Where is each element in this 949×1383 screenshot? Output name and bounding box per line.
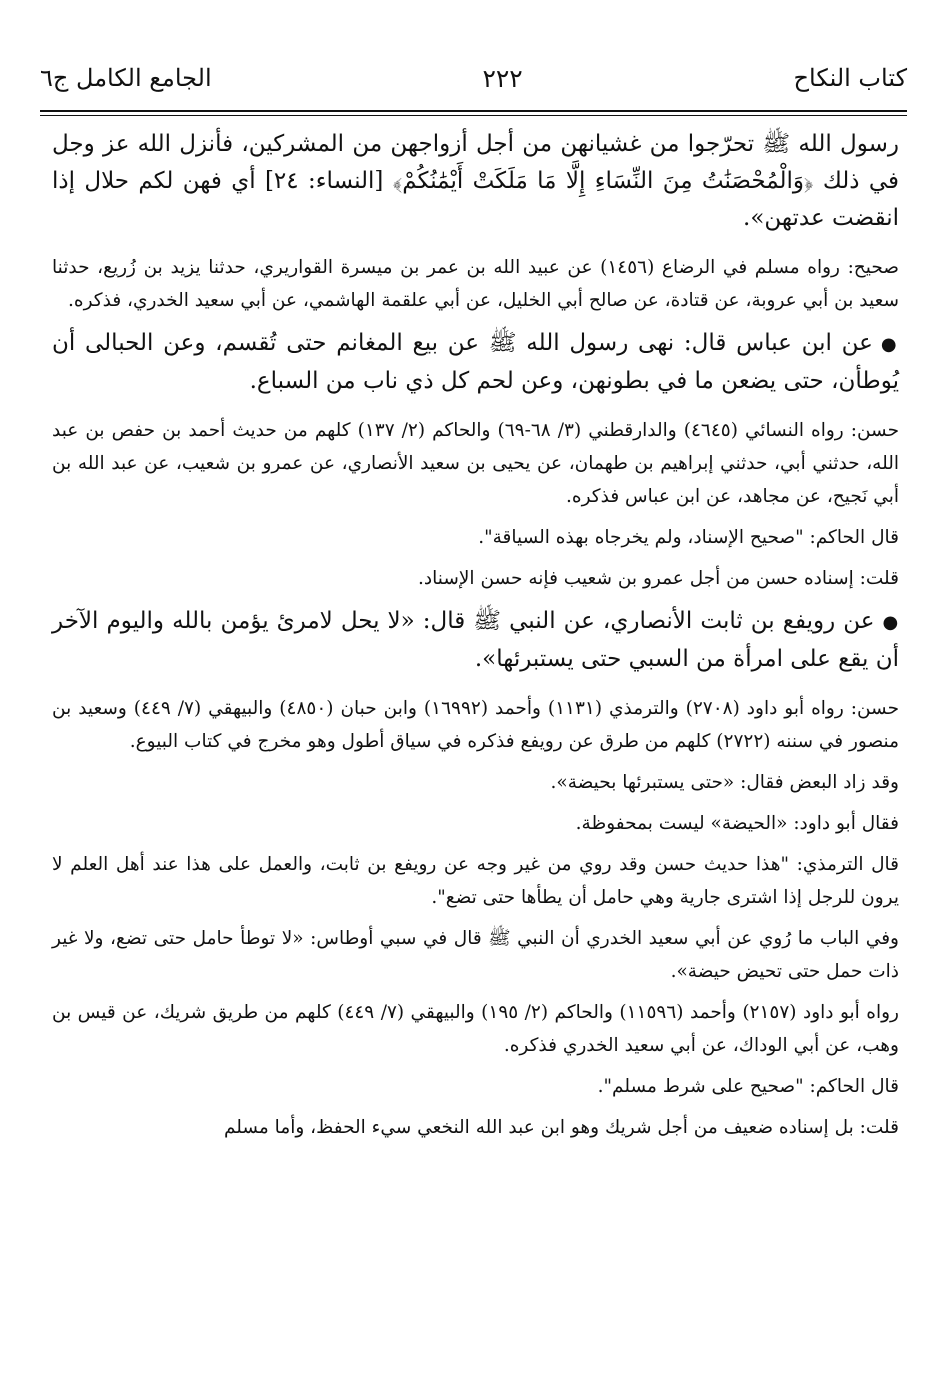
paragraph-takhrij: حسن: رواه النسائي (٤٦٤٥) والدارقطني (٣/ ٦٨-٦٩) والحاكم (٢/ ١٣٧) كلهم من حديث أحمد بن حفص بن عبد الله، حدثني أبي، حدثني إبراهيم بن طهمان، عن يحيى بن سعيد الأنصاري، عن عمرو بن شعيب، عن عبد الله بن أبي نَجيح، عن مجاهد، عن ابن عباس فذكره. bbox=[52, 420, 899, 507]
chapter-title: كتاب النكاح bbox=[793, 64, 907, 92]
paragraph-note: وفي الباب ما رُوي عن أبي سعيد الخدري أن النبي ﷺ قال في سبي أوطاس: «لا توطأ حامل حتى تضع، ولا غير ذات حمل حتى تحيض حيضة». bbox=[52, 928, 899, 982]
paragraph-note: قال الحاكم: "صحيح على شرط مسلم". bbox=[597, 1076, 899, 1097]
paragraph-note: قلت: بل إسناده ضعيف من أجل شريك وهو ابن عبد الله النخعي سيء الحفظ، وأما مسلم bbox=[223, 1117, 899, 1138]
paragraph-hadith: ●عن رويفع بن ثابت الأنصاري، عن النبي ﷺ قال: «لا يحل لامرئ يؤمن بالله واليوم الآخر أن يقع على امرأة من السبي حتى يستبرئها». bbox=[52, 608, 899, 672]
paragraph-hadith-continuation: رسول الله ﷺ تحرّجوا من غشيانهن من أجل أزواجهن من المشركين، فأنزل الله عز وجل في ذلك ﴿وَالْمُحْصَنَٰتُ مِنَ النِّسَاءِ إِلَّا مَا مَلَكَتْ أَيْمَٰنُكُمْ﴾ [النساء: ٢٤] أي فهن لكم حلال إذا انقضت عدتهن». bbox=[52, 131, 899, 231]
bullet-icon: ● bbox=[880, 334, 899, 355]
page-body bbox=[52, 126, 899, 1152]
paragraph-note: وقد زاد البعض فقال: «حتى يستبرئها بحيضة». bbox=[550, 772, 899, 793]
paragraph-takhrij: حسن: رواه أبو داود (٢٧٠٨) والترمذي (١١٣١) وأحمد (١٦٩٩٢) وابن حبان (٤٨٥٠) والبيهقي (٧/ ٤٤٩) وسعيد بن منصور في سننه (٢٧٢٢) كلهم من طرق عن رويفع فذكره في سياق أطول وهو مخرج في كتاب البيوع. bbox=[52, 698, 900, 752]
paragraph-note: قال الحاكم: "صحيح الإسناد، ولم يخرجاه بهذه السياقة". bbox=[478, 527, 899, 548]
running-header bbox=[40, 58, 907, 98]
bullet-icon: ● bbox=[882, 612, 899, 633]
paragraph-takhrij: صحيح: رواه مسلم في الرضاع (١٤٥٦) عن عبيد الله بن عمر بن ميسرة القواريري، حدثنا يزيد بن زُريع، حدثنا سعيد بن أبي عروبة، عن قتادة، عن صالح أبي الخليل، عن أبي علقمة الهاشمي، عن أبي سعيد الخدري، فذكره. bbox=[52, 257, 899, 311]
page-number: ٢٢٢ bbox=[482, 63, 523, 93]
paragraph-takhrij: رواه أبو داود (٢١٥٧) وأحمد (١١٥٩٦) والحاكم (٢/ ١٩٥) والبيهقي (٧/ ٤٤٩) كلهم من طريق شريك، عن قيس بن وهب، عن أبي الوداك، عن أبي سعيد الخدري فذكره. bbox=[52, 1002, 899, 1056]
paragraph-hadith: ●عن ابن عباس قال: نهى رسول الله ﷺ عن بيع المغانم حتى تُقسم، وعن الحبالى أن يُوطأن، حتى يضعن ما في بطونهن، وعن لحم كل ذي ناب من السباع. bbox=[52, 330, 899, 394]
paragraph-note: فقال أبو داود: «الحيضة» ليست بمحفوظة. bbox=[575, 813, 899, 834]
book-title: الجامع الكامل ج٦ bbox=[40, 64, 212, 92]
paragraph-note: قال الترمذي: "هذا حديث حسن وقد روي من غير وجه عن رويفع بن ثابت، والعمل على هذا عند أهل العلم لا يرون للرجل إذا اشترى جارية وهي حامل أن يطأها حتى تضع". bbox=[52, 854, 899, 908]
header-rule bbox=[40, 110, 907, 116]
paragraph-note: قلت: إسناده حسن من أجل عمرو بن شعيب فإنه حسن الإسناد. bbox=[418, 568, 899, 589]
